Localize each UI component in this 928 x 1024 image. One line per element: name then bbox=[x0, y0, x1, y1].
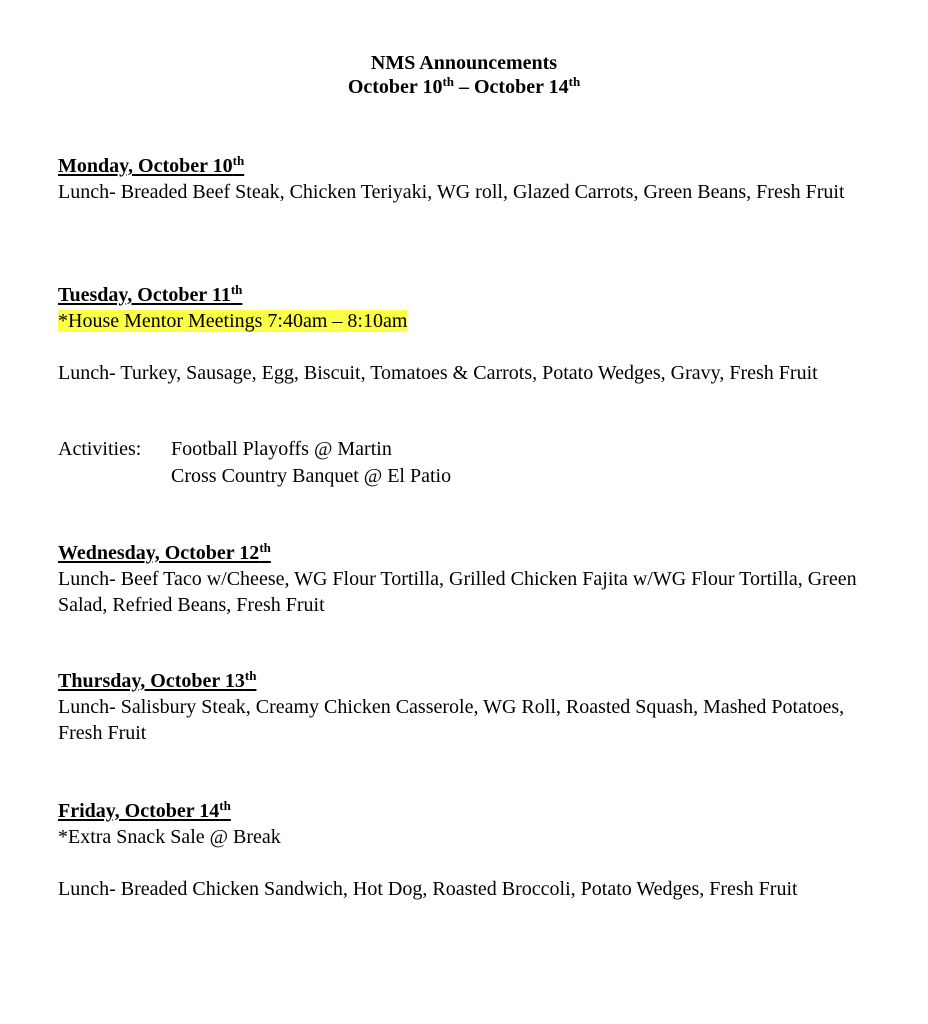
activities-list bbox=[171, 436, 451, 490]
date-range-start-suffix: th bbox=[442, 74, 454, 89]
day-heading-friday: Friday, October 14th bbox=[58, 798, 231, 822]
highlighted-note: *House Mentor Meetings 7:40am – 8:10am bbox=[58, 310, 408, 332]
day-heading-thursday: Thursday, October 13th bbox=[58, 668, 257, 692]
date-range-start: October 10 bbox=[347, 76, 443, 98]
day-heading-tuesday: Tuesday, October 11th bbox=[58, 282, 243, 306]
activity-item: Cross Country Banquet @ El Patio bbox=[171, 465, 452, 487]
day-heading-wednesday: Wednesday, October 12th bbox=[58, 540, 271, 564]
lunch-tuesday: Lunch- Turkey, Sausage, Egg, Biscuit, Tomatoes & Carrots, Potato Wedges, Gravy, Fresh Fruit bbox=[58, 362, 818, 384]
lunch-wednesday: Lunch- Beef Taco w/Cheese, WG Flour Tortilla, Grilled Chicken Fajita w/WG Flour Tortilla, Green Salad, Refried Beans, Fresh Fruit bbox=[58, 568, 857, 616]
activity-item: Football Playoffs @ Martin bbox=[171, 438, 392, 460]
date-range-end: October 14 bbox=[474, 76, 569, 98]
lunch-thursday: Lunch- Salisbury Steak, Creamy Chicken Casserole, WG Roll, Roasted Squash, Mashed Potatoes, Fresh Fruit bbox=[58, 696, 845, 744]
document-title: NMS Announcements bbox=[370, 52, 558, 74]
date-range-separator: – bbox=[454, 76, 474, 98]
lunch-friday: Lunch- Breaded Chicken Sandwich, Hot Dog, Roasted Broccoli, Potato Wedges, Fresh Fruit bbox=[58, 878, 798, 900]
date-range-end-suffix: th bbox=[568, 74, 581, 89]
date-range bbox=[0, 75, 928, 99]
activities-label: Activities: bbox=[58, 438, 142, 460]
lunch-monday: Lunch- Breaded Beef Steak, Chicken Teriyaki, WG roll, Glazed Carrots, Green Beans, Fresh Fruit bbox=[58, 181, 845, 203]
note-tuesday bbox=[58, 308, 870, 334]
note-friday: *Extra Snack Sale @ Break bbox=[58, 826, 281, 848]
day-heading-monday: Monday, October 10th bbox=[58, 153, 245, 177]
